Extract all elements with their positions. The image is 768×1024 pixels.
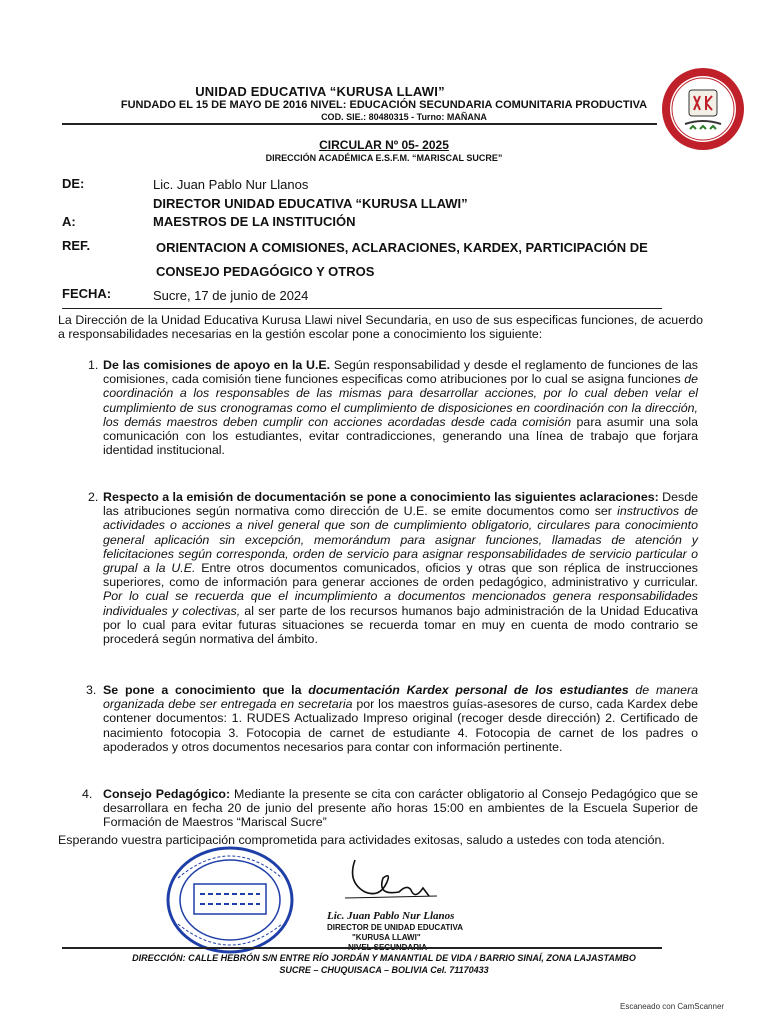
header-divider <box>62 123 657 125</box>
intro-paragraph: La Dirección de la Unidad Educativa Kurusa Llawi nivel Secundaria, en uso de sus especificas funciones, de acuerdo a responsabilidades necesarias en la gestión escolar pone a conocimiento los siguiente: <box>58 313 703 342</box>
item-number: 3. <box>86 683 97 697</box>
scanner-watermark: Escaneado con CamScanner <box>620 1002 725 1011</box>
signatory-name: Lic. Juan Pablo Nur Llanos <box>327 910 455 922</box>
meta-divider <box>62 308 662 309</box>
fecha-label: FECHA: <box>62 286 112 301</box>
item-heading: Respecto a la emisión de documentación se pone a conocimiento las siguientes aclaraciones: <box>103 490 659 504</box>
item-commissions: De las comisiones de apoyo en la U.E. Según responsabilidad y desde el reglamento de funciones de las comisiones, cada comisión tiene funciones especificas como atribuciones por lo cual se asigna funciones de coordinación a los responsables de las mismas para desarrollar acciones, por lo cual deben velar el cumplimiento de sus cronogramas como el cumplimiento de disposiciones en coordinación con la dirección, los demás maestros deben cumplir con acciones acordadas desde cada comisión para asumir una sola comunicación con los estudiantes, evitar contradicciones, generando una línea de trabajo que forjara identidad institucional. <box>103 358 698 458</box>
date-value: Sucre, 17 de junio de 2024 <box>153 288 309 303</box>
item-number: 4. <box>82 787 93 801</box>
footer-contact: SUCRE – CHUQUISACA – BOLIVIA Cel. 71170433 <box>279 965 489 975</box>
signatory-school: "KURUSA LLAWI" <box>352 933 421 942</box>
item-heading: De las comisiones de apoyo en la U.E. <box>103 358 331 372</box>
item-heading: Consejo Pedagógico: <box>103 787 231 801</box>
recipient: MAESTROS DE LA INSTITUCIÓN <box>153 214 356 229</box>
signatory-level: NIVEL SECUNDARIA <box>348 943 427 952</box>
footer-divider <box>62 947 662 949</box>
item-number: 1. <box>88 358 99 372</box>
official-stamp-icon <box>160 838 300 958</box>
item-number: 2. <box>88 490 99 504</box>
item-documentation: Respecto a la emisión de documentación se pone a conocimiento las siguientes aclaraciones: Desde las atribuciones según normativa como dirección de U.E. se emite documentos como ser instructivos de actividades o acciones a nivel general que son de cumplimiento obligatorio, circulares para conocimiento general aplicación sin excepción, memorándum para asignar funciones, llamadas de atención y felicitaciones según corresponda, orden de servicio para asignar responsabilidades de servicio particular o grupal a la U.E. Entre otros documentos comunicados, oficios y otras que son réplica de instrucciones superiores, como de información para generar acciones de orden pedagógico, administrativo y curricular. Por lo cual se recuerda que el incumplimiento a documentos mencionados genera responsabilidades individuales y colectivas, al ser parte de los recursos humanos bajo administración de la Unidad Educativa por lo cual para evitar futuras situaciones se recuerda tomar en muy en cuenta de modo contrario se procederá según normativa del ámbito. <box>103 490 699 647</box>
item-pedagogical-council: Consejo Pedagógico: Mediante la presente se cita con carácter obligatorio al Consejo Pedagógico que se desarrollara en fecha 20 de junio del presente año horas 15:00 en ambientes de la Escuela Superior de Formación de Maestros “Mariscal Sucre” <box>103 787 699 830</box>
circular-title: CIRCULAR Nº 05- 2025 <box>319 138 449 152</box>
institution-name: UNIDAD EDUCATIVA “KURUSA LLAWI” <box>195 84 445 99</box>
signatory-role: DIRECTOR DE UNIDAD EDUCATIVA <box>327 923 464 932</box>
closing-paragraph: Esperando vuestra participación comprometida para actividades exitosas, saludo a ustedes con toda atención. <box>58 833 665 847</box>
institution-code-line: COD. SIE.: 80480315 - Turno: MAÑANA <box>321 112 487 122</box>
reference-line-2: CONSEJO PEDAGÓGICO Y OTROS <box>156 264 375 279</box>
ref-label: REF. <box>62 238 91 253</box>
de-label: DE: <box>62 176 85 191</box>
sender-name: Lic. Juan Pablo Nur Llanos <box>153 177 309 192</box>
footer-address: DIRECCIÓN: CALLE HEBRÓN S/N ENTRE RÍO JORDÁN Y MANANTIAL DE VIDA / BARRIO SINAÍ, ZONA LAJASTAMBO <box>132 953 636 963</box>
sender-role: DIRECTOR UNIDAD EDUCATIVA “KURUSA LLAWI” <box>153 196 468 211</box>
circular-subtitle: DIRECCIÓN ACADÉMICA E.S.F.M. “MARISCAL SUCRE” <box>265 153 503 163</box>
a-label: A: <box>62 214 76 229</box>
item-kardex: Se pone a conocimiento que la documentación Kardex personal de los estudiantes de manera organizada debe ser entregada en secretaria por los maestros guías-asesores de curso, cada Kardex debe contener documentos: 1. RUDES Actualizado Impreso original (recoger desde dirección) 2. Certificado de nacimiento fotocopia 3. Fotocopia de carnet de estudiante 4. Fotocopia de carnet de los padres o apoderados y otros documentos necesarios para contar con información pertinente. <box>103 683 698 754</box>
item-heading: Se pone a conocimiento que la <box>103 683 309 697</box>
reference-line-1: ORIENTACION A COMISIONES, ACLARACIONES, KARDEX, PARTICIPACIÓN DE <box>156 240 648 255</box>
institution-founded-line: FUNDADO EL 15 DE MAYO DE 2016 NIVEL: EDUCACIÓN SECUNDARIA COMUNITARIA PRODUCTIVA <box>120 99 648 111</box>
signature-icon <box>325 852 445 912</box>
